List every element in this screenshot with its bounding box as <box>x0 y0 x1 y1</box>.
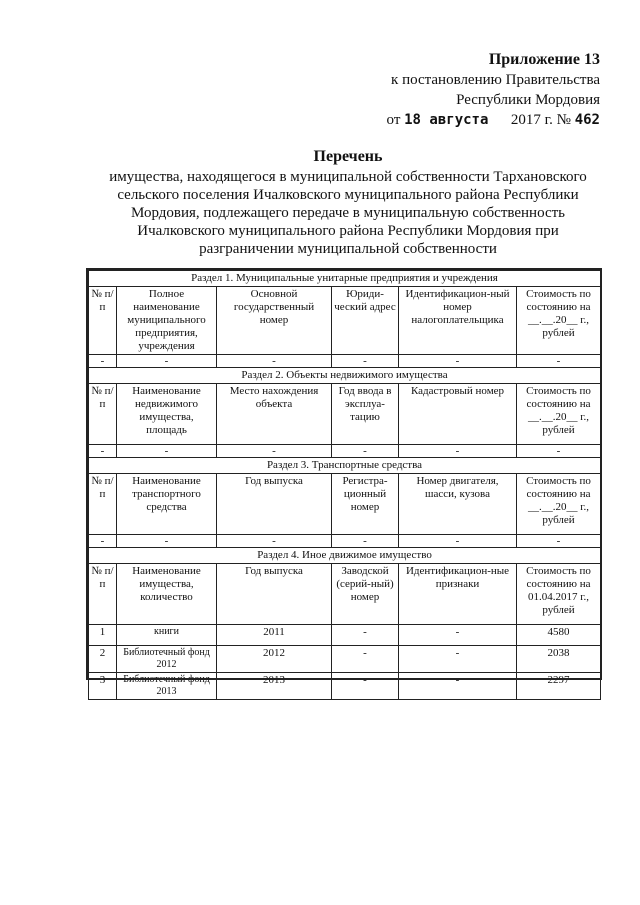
table-cell: книги <box>117 625 217 646</box>
appendix-line-2: Республики Мордовия <box>456 92 600 108</box>
column-header: Номер двигателя, шасси, кузова <box>399 474 517 535</box>
date-handwritten: 18 августа <box>404 112 489 128</box>
document-description: имущества, находящегося в муниципальной собственности Тархановского сельского поселения Ичалковского муниципального района Республики Мордовия, подлежащего передаче в муниципальную собственность Ичалковского муниципального района Республики Мордовия при разграничении муниципальной собственности <box>109 169 587 257</box>
table-cell: - <box>89 355 117 368</box>
table-cell: - <box>117 445 217 458</box>
column-header: Наименование имущества, количество <box>117 564 217 625</box>
column-header: № п/п <box>89 474 117 535</box>
table-cell: - <box>399 625 517 646</box>
column-header: № п/п <box>89 384 117 445</box>
property-table-body <box>89 271 601 700</box>
table-cell: 4580 <box>517 625 601 646</box>
table-cell: Библиотечный фонд 2012 <box>117 646 217 673</box>
appendix-title: Приложение 13 <box>488 51 600 68</box>
table-cell: - <box>217 355 332 368</box>
table-row <box>89 646 601 673</box>
date-prefix: от <box>386 112 401 128</box>
appendix-date-line <box>350 110 600 130</box>
table-cell: - <box>332 673 399 700</box>
column-header: Заводской (серий-ный) номер <box>332 564 399 625</box>
appendix-block <box>350 50 600 130</box>
section-header-row <box>89 287 601 355</box>
table-cell: 3 <box>89 673 117 700</box>
table-cell: 2011 <box>217 625 332 646</box>
table-cell: - <box>399 646 517 673</box>
table-cell: - <box>89 445 117 458</box>
document-number: 462 <box>574 112 600 128</box>
column-header: Стоимость по состоянию на __.__.20__ г., рублей <box>517 287 601 355</box>
section-title: Раздел 3. Транспортные средства <box>89 458 601 474</box>
table-cell: - <box>399 445 517 458</box>
table-cell: - <box>117 355 217 368</box>
column-header: Идентификацион-ные признаки <box>399 564 517 625</box>
table-cell: - <box>399 535 517 548</box>
column-header: Основной государственный номер <box>217 287 332 355</box>
column-header: Полное наименование муниципального предприятия, учреждения <box>117 287 217 355</box>
table-cell: - <box>399 673 517 700</box>
section-header-row <box>89 564 601 625</box>
table-cell: Библиотечный фонд 2013 <box>117 673 217 700</box>
table-cell: - <box>517 445 601 458</box>
column-header: Стоимость по состоянию на 01.04.2017 г., рублей <box>517 564 601 625</box>
column-header: Кадастровый номер <box>399 384 517 445</box>
section-header-row <box>89 384 601 445</box>
column-header: Год ввода в эксплуа-тацию <box>332 384 399 445</box>
date-suffix: 2017 г. № <box>510 112 571 128</box>
table-cell: - <box>217 535 332 548</box>
column-header: Год выпуска <box>217 564 332 625</box>
table-cell: - <box>332 625 399 646</box>
section-title-row <box>89 368 601 384</box>
column-header: № п/п <box>89 564 117 625</box>
section-title-row <box>89 548 601 564</box>
column-header: Регистра-ционный номер <box>332 474 399 535</box>
table-cell: - <box>399 355 517 368</box>
section-title: Раздел 1. Муниципальные унитарные предприятия и учреждения <box>89 271 601 287</box>
table-cell: - <box>89 535 117 548</box>
section-title-row <box>89 458 601 474</box>
table-row <box>89 445 601 458</box>
column-header: Стоимость по состоянию на __.__.20__ г., рублей <box>517 384 601 445</box>
table-cell: - <box>332 445 399 458</box>
column-header: Год выпуска <box>217 474 332 535</box>
table-cell: 1 <box>89 625 117 646</box>
table-cell: - <box>117 535 217 548</box>
table-cell: 2297 <box>517 673 601 700</box>
section-header-row <box>89 474 601 535</box>
column-header: Наименование недвижимого имущества, площадь <box>117 384 217 445</box>
column-header: Наименование транспортного средства <box>117 474 217 535</box>
table-cell: - <box>517 535 601 548</box>
table-cell: - <box>217 445 332 458</box>
table-cell: 2038 <box>517 646 601 673</box>
column-header: Стоимость по состоянию на __.__.20__ г., рублей <box>517 474 601 535</box>
section-title-row <box>89 271 601 287</box>
table-row <box>89 673 601 700</box>
table-cell: - <box>517 355 601 368</box>
section-title: Раздел 2. Объекты недвижимого имущества <box>89 368 601 384</box>
column-header: № п/п <box>89 287 117 355</box>
table-cell: - <box>332 646 399 673</box>
property-table <box>88 270 601 700</box>
table-cell: - <box>332 535 399 548</box>
table-row <box>89 355 601 368</box>
section-title: Раздел 4. Иное движимое имущество <box>89 548 601 564</box>
table-cell: - <box>332 355 399 368</box>
table-cell: 2013 <box>217 673 332 700</box>
table-cell: 2012 <box>217 646 332 673</box>
document-title-block <box>90 148 606 258</box>
table-cell: 2 <box>89 646 117 673</box>
table-row <box>89 535 601 548</box>
table-row <box>89 625 601 646</box>
column-header: Юриди-ческий адрес <box>332 287 399 355</box>
document-heading: Перечень <box>313 148 383 165</box>
column-header: Идентификацион-ный номер налогоплательщика <box>399 287 517 355</box>
column-header: Место нахождения объекта <box>217 384 332 445</box>
appendix-line-1: к постановлению Правительства <box>391 72 600 88</box>
